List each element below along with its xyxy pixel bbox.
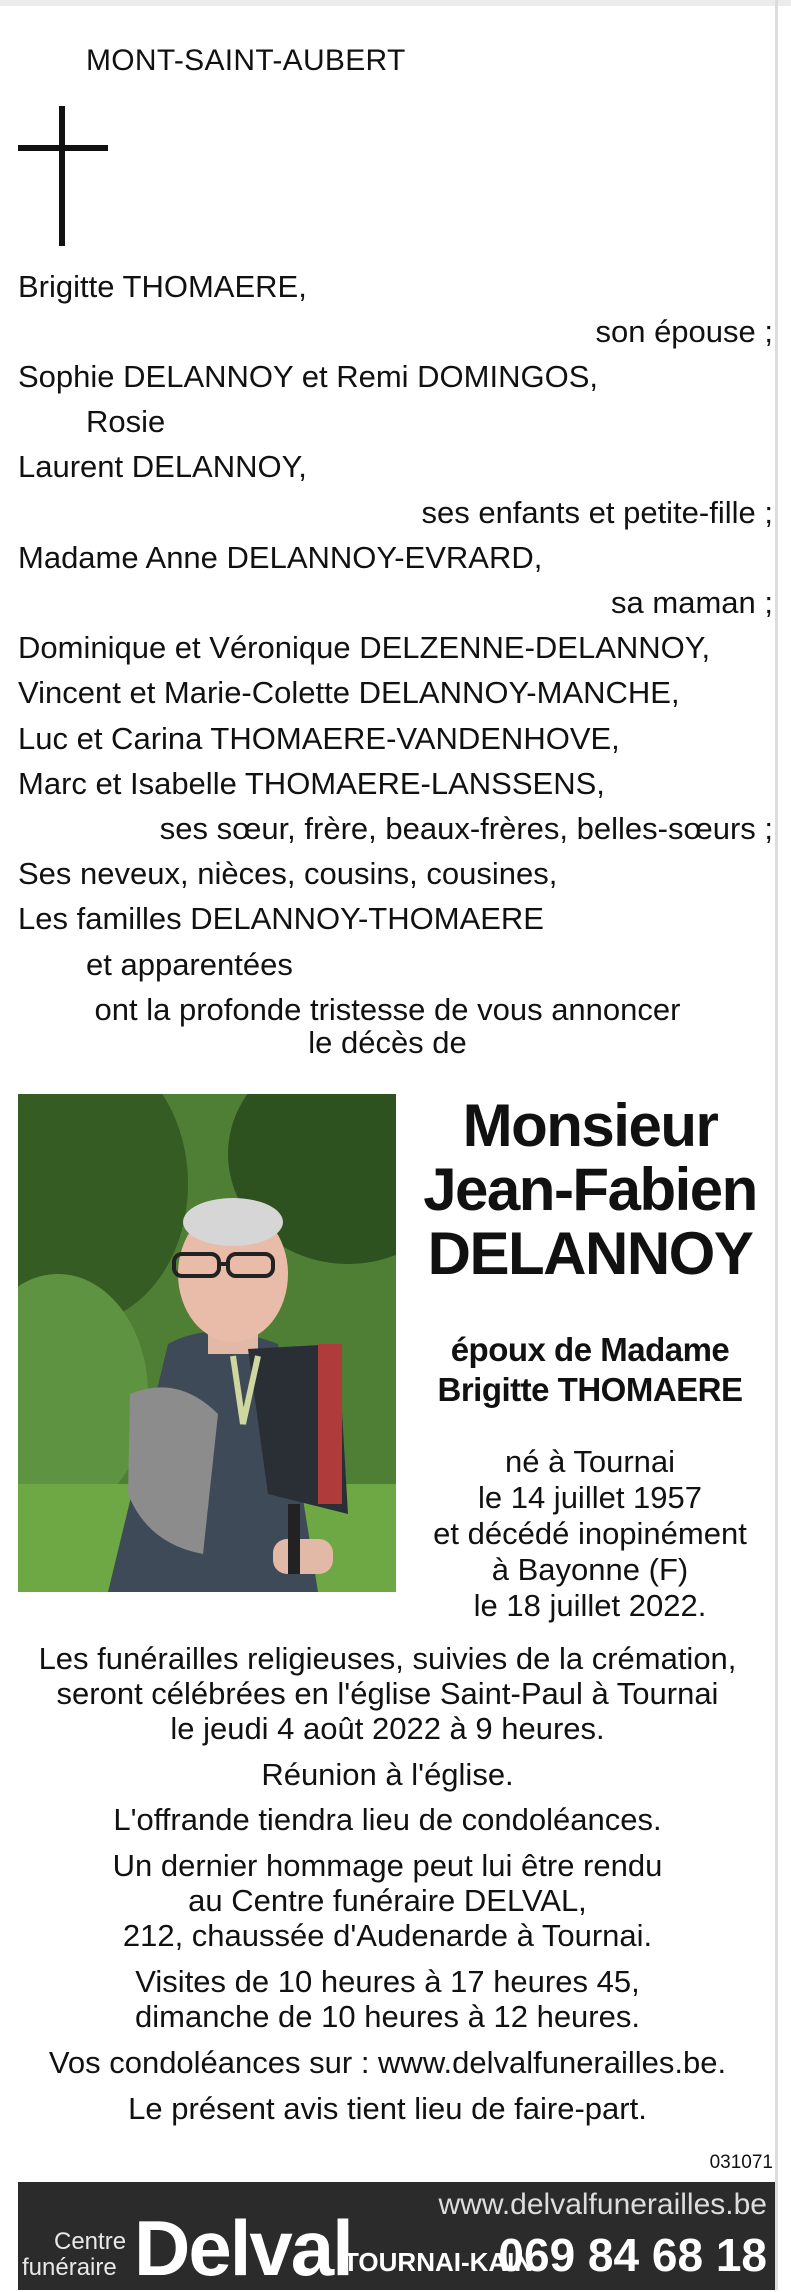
funeral-home-banner [18, 2182, 775, 2290]
reference-number: 031071 [709, 2152, 773, 2173]
announcement-line: le décès de [308, 1025, 467, 1060]
details-line: le jeudi 4 août 2022 à 9 heures. [170, 1711, 605, 1746]
footer-centre: Centre [54, 2228, 127, 2255]
family-line: son épouse ; [595, 314, 773, 349]
deceased-first-name: Jean-Fabien [423, 1156, 757, 1223]
footer-city: TOURNAI-KAIN [343, 2247, 534, 2277]
family-line: Ses neveux, nièces, cousins, cousines, [18, 856, 558, 891]
family-line: Dominique et Véronique DELZENNE-DELANNOY, [18, 630, 711, 665]
family-line: Luc et Carina THOMAERE-VANDENHOVE, [18, 721, 620, 756]
details-line: 212, chaussée d'Audenarde à Tournai. [122, 1918, 653, 1953]
details-line: seront célébrées en l'église Saint-Paul à Tournai [56, 1676, 719, 1711]
details-line: Le présent avis tient lieu de faire-part. [128, 2091, 647, 2126]
deceased-name-title: Monsieur [462, 1092, 718, 1159]
condolences-line: Vos condoléances sur : www.delvalfunerailles.be. [48, 2045, 727, 2080]
spouse-info [410, 1330, 770, 1410]
details-line: dimanche de 10 heures à 12 heures. [135, 1999, 640, 2034]
details-line: Visites de 10 heures à 17 heures 45, [135, 1964, 640, 1999]
spouse-line: Brigitte THOMAERE [437, 1371, 743, 1408]
family-line: Brigitte THOMAERE, [18, 269, 307, 304]
family-line: et apparentées [86, 947, 293, 982]
family-line: Madame Anne DELANNOY-EVRARD, [18, 540, 543, 575]
bio-line: à Bayonne (F) [491, 1552, 689, 1587]
deceased-photo [18, 1094, 396, 1592]
family-line: Marc et Isabelle THOMAERE-LANSSENS, [18, 766, 605, 801]
family-line: Laurent DELANNOY, [18, 449, 307, 484]
details-line: L'offrande tiendra lieu de condoléances. [113, 1802, 662, 1837]
family-line: ses sœur, frère, beaux-frères, belles-sœurs ; [159, 811, 773, 846]
family-line: Vincent et Marie-Colette DELANNOY-MANCHE, [18, 675, 680, 710]
footer-funeraire: funéraire [22, 2254, 117, 2281]
details-line: au Centre funéraire DELVAL, [188, 1883, 587, 1918]
bio-line: le 14 juillet 1957 [477, 1480, 703, 1515]
right-border [775, 0, 778, 2290]
footer-brand: Delval [134, 2204, 352, 2292]
deceased-last-name: DELANNOY [427, 1220, 753, 1287]
footer-phone: 069 84 68 18 [498, 2229, 767, 2281]
family-line: ses enfants et petite-fille ; [421, 495, 773, 530]
deceased-name [410, 1094, 770, 1286]
bio-line: né à Tournai [504, 1444, 676, 1479]
details-line: Un dernier hommage peut lui être rendu [112, 1848, 663, 1883]
bio-line: et décédé inopinément [433, 1516, 747, 1551]
announcement-line: ont la profonde tristesse de vous annoncer [94, 992, 681, 1027]
spouse-line: époux de Madame [450, 1331, 730, 1368]
details-line: Les funérailles religieuses, suivies de la crémation, [38, 1641, 737, 1676]
family-line: sa maman ; [611, 585, 773, 620]
top-border [0, 0, 791, 6]
family-line: Sophie DELANNOY et Remi DOMINGOS, [18, 359, 598, 394]
bio-line: le 18 juillet 2022. [473, 1588, 707, 1623]
footer-url: www.delvalfunerailles.be [438, 2188, 767, 2221]
details-line: Réunion à l'église. [261, 1757, 514, 1792]
family-line: Rosie [86, 404, 166, 439]
town-heading: MONT-SAINT-AUBERT [86, 44, 406, 77]
family-line: Les familles DELANNOY-THOMAERE [18, 901, 544, 936]
